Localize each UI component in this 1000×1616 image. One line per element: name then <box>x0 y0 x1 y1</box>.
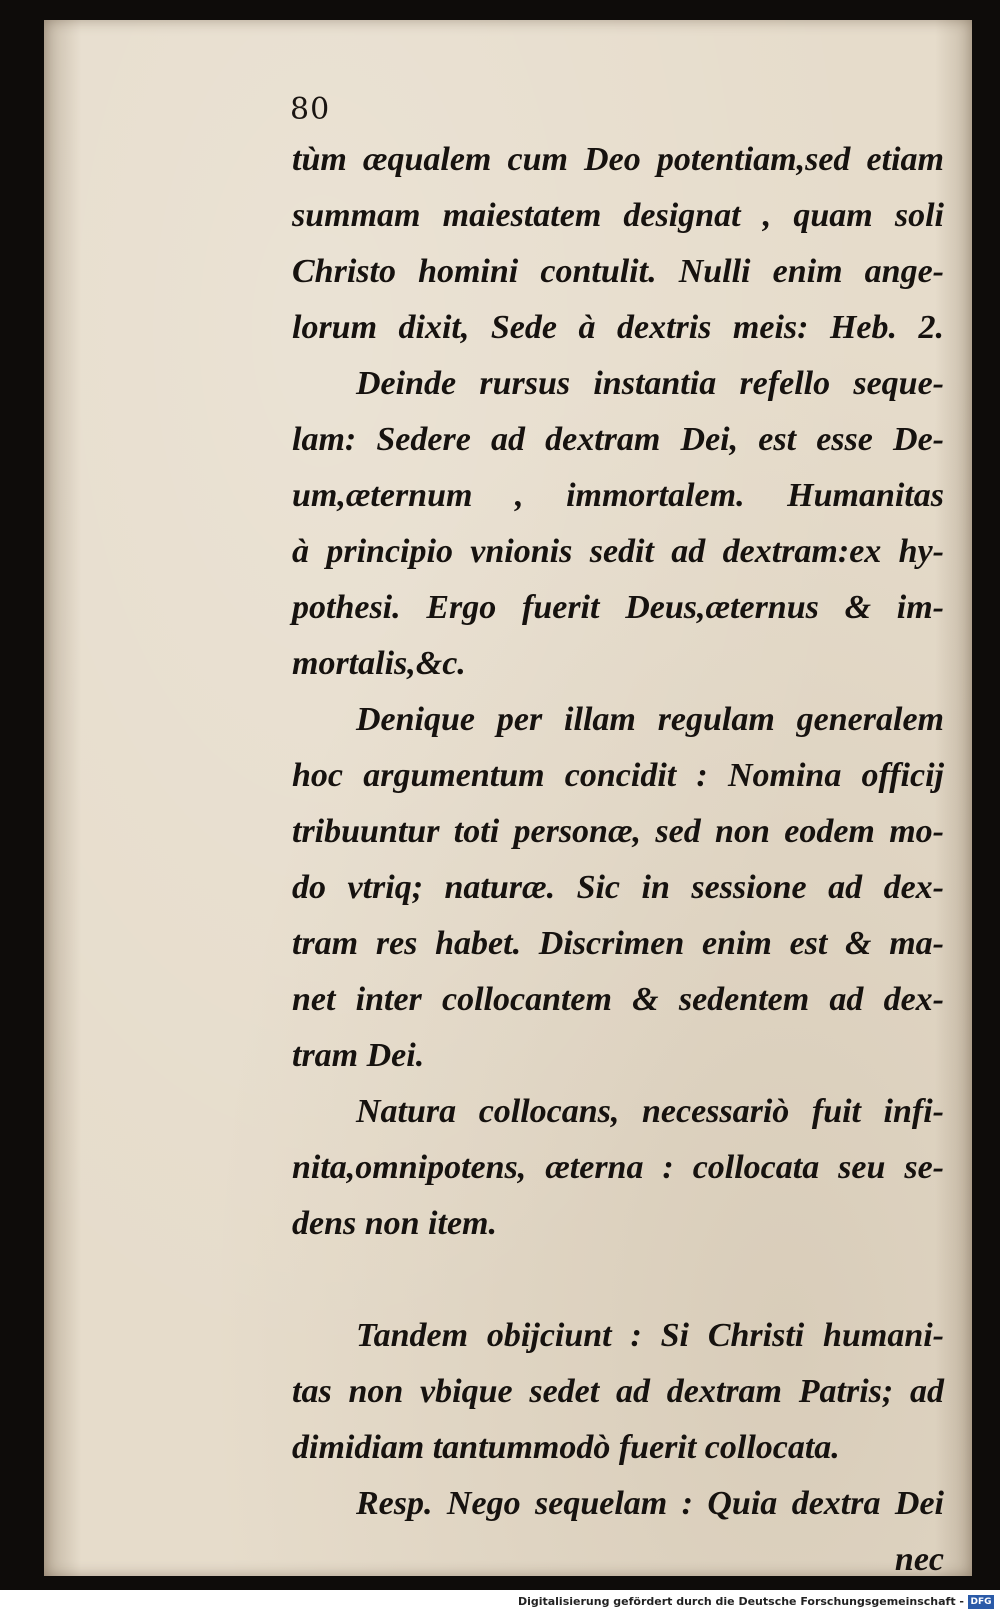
text-line: lam: Sedere ad dextram Dei, est esse De- <box>292 421 944 458</box>
text-line: dens non item. <box>292 1205 497 1242</box>
text-line: tùm æqualem cum Deo potentiam,sed etiam <box>292 141 944 178</box>
text-line: tribuuntur toti personæ, sed non eodem mo- <box>292 813 944 850</box>
text-line: Deinde rursus instantia refello seque- <box>356 365 944 402</box>
dfg-logo: DFG <box>968 1595 994 1609</box>
text-line: Christo homini contulit. Nulli enim ange- <box>292 253 944 290</box>
text-line: nita,omnipotens, æterna : collocata seu se- <box>292 1149 944 1186</box>
text-line: pothesi. Ergo fuerit Deus,æternus & im- <box>292 589 944 626</box>
text-line: um,æternum , immortalem. Humanitas <box>292 477 944 514</box>
funding-notice: Digitalisierung gefördert durch die Deutsche Forschungsgemeinschaft - <box>517 1595 964 1608</box>
text-line: tas non vbique sedet ad dextram Patris; ad <box>292 1373 944 1410</box>
footer-bar <box>0 1590 1000 1616</box>
text-line: Denique per illam regulam generalem <box>356 701 944 738</box>
text-line: mortalis,&c. <box>292 645 466 682</box>
text-line: tram Dei. <box>292 1037 425 1074</box>
text-line: à principio vnionis sedit ad dextram:ex hy- <box>292 533 944 570</box>
catchword: nec <box>894 1541 944 1578</box>
text-line: Natura collocans, necessariò fuit infi- <box>356 1093 944 1130</box>
book-page <box>44 20 972 1576</box>
text-line: hoc argumentum concidit : Nomina officij <box>292 757 944 794</box>
text-line: do vtriq; naturæ. Sic in sessione ad dex- <box>292 869 944 906</box>
text-line: tram res habet. Discrimen enim est & ma- <box>292 925 944 962</box>
text-line: lorum dixit, Sede à dextris meis: Heb. 2. <box>292 309 944 346</box>
text-line: dimidiam tantummodò fuerit collocata. <box>292 1429 840 1466</box>
page-number: 80 <box>290 92 331 127</box>
text-line: Resp. Nego sequelam : Quia dextra Dei <box>356 1485 944 1522</box>
text-line: Tandem obijciunt : Si Christi humani- <box>356 1317 944 1354</box>
paragraph-gap <box>292 1252 944 1308</box>
body-text <box>292 132 944 1588</box>
text-line: net inter collocantem & sedentem ad dex- <box>292 981 944 1018</box>
text-line: summam maiestatem designat , quam soli <box>292 197 944 234</box>
